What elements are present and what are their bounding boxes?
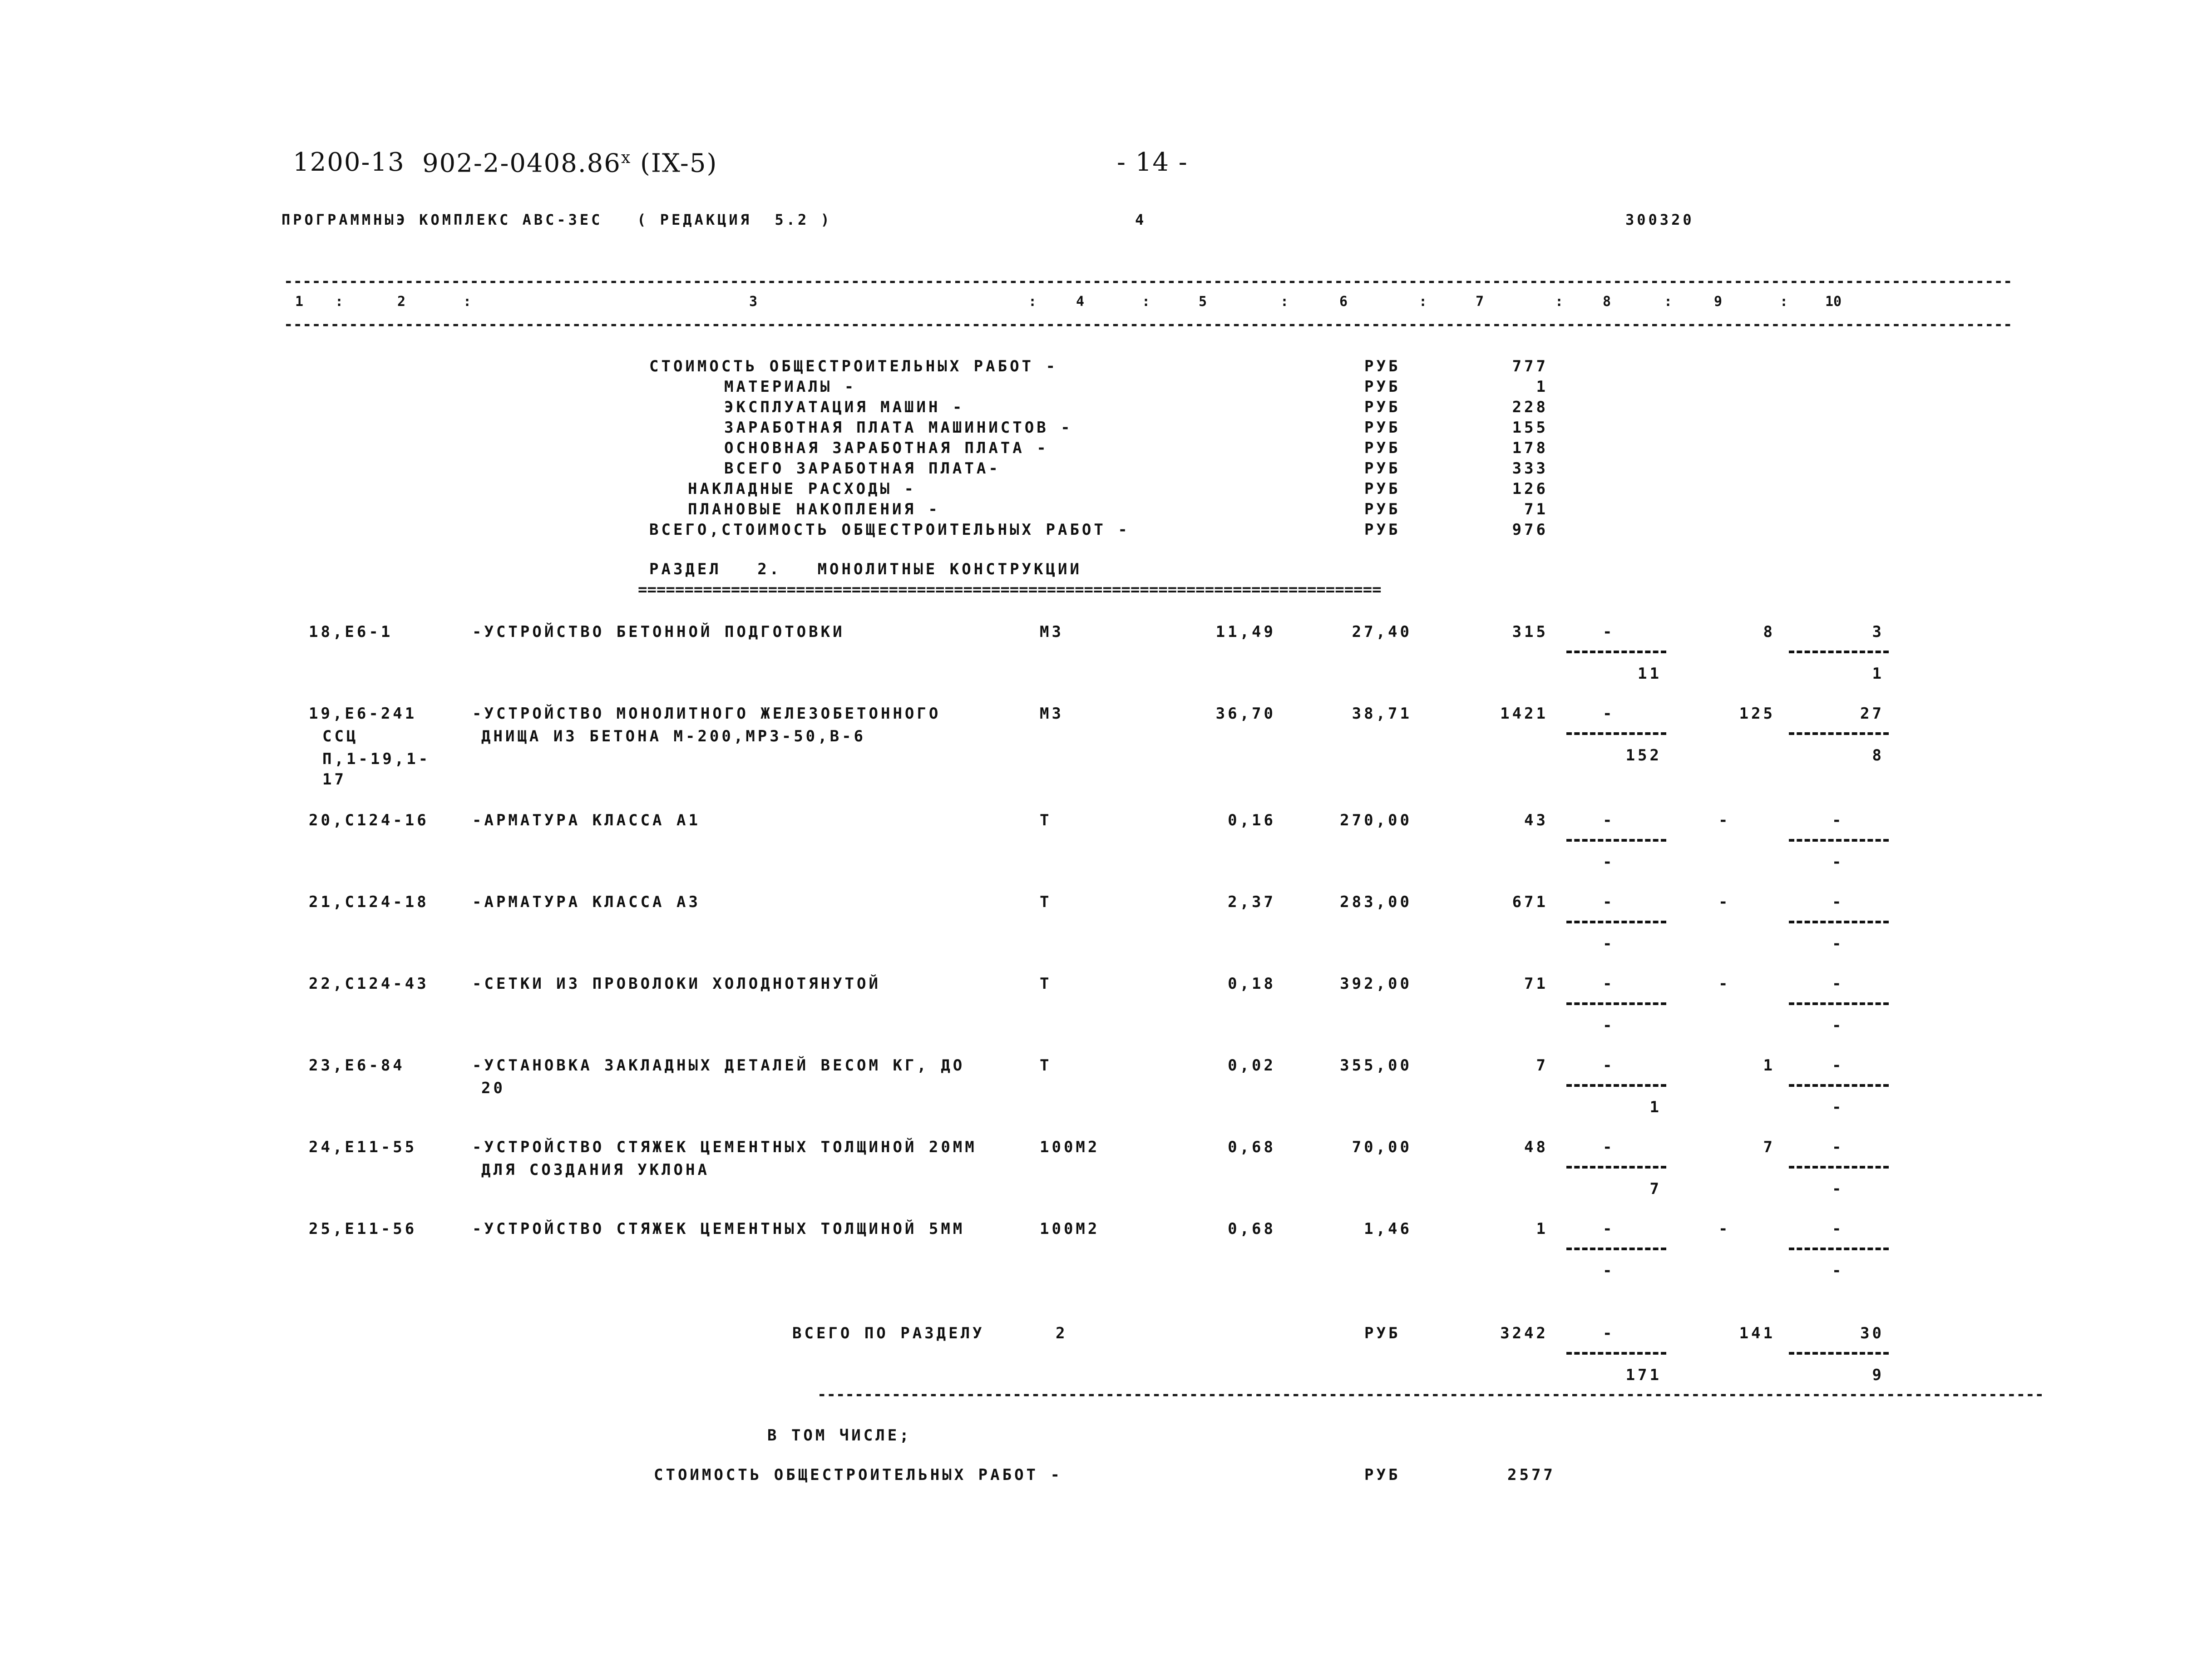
col10-bottom: - [1832,1098,1844,1116]
item-total: 1 [1536,1220,1548,1238]
column-number: 9 [1714,294,1723,310]
col8-fraction-line [1566,839,1666,842]
summary-label: ОСНОВНАЯ ЗАРАБОТНАЯ ПЛАТА - [724,439,1049,457]
col8-bottom: - [1603,853,1615,871]
col10-fraction-line [1789,1248,1889,1250]
col8-bottom: - [1603,935,1615,953]
section-total-value: 3242 [1500,1324,1548,1342]
item-price: 283,00 [1340,893,1412,911]
item-code: ССЦ [322,727,359,745]
summary-value: 155 [1512,419,1548,437]
col10-top: - [1832,1138,1844,1156]
col8-top: - [1603,975,1615,993]
item-quantity: 0,16 [1228,811,1276,829]
summary-unit: РУБ [1364,500,1401,518]
column-separator: : [1780,294,1788,310]
item-quantity: 0,02 [1228,1056,1276,1075]
column-number: 1 [295,294,304,310]
program-line: ПРОГРАММНЫЭ КОМПЛЕКС АВС-ЗЕС ( РЕДАКЦИЯ 5.2 ) [281,211,832,228]
col10-bottom: - [1832,1262,1844,1280]
summary-unit: РУБ [1364,357,1401,375]
col8-bottom: 1 [1649,1098,1662,1116]
item-description: -УСТАНОВКА ЗАКЛАДНЫХ ДЕТАЛЕЙ ВЕСОМ КГ, ДО [472,1056,965,1075]
summary-label: ЭКСПЛУАТАЦИЯ МАШИН - [724,398,965,416]
col10-bottom: - [1832,1180,1844,1198]
summary-value: 178 [1512,439,1548,457]
item-code: 23,Е6-84 [309,1056,405,1075]
col8-bottom: - [1603,1262,1615,1280]
table-header-rule: ------------------------------------------------------------------------------------------------------------------------------------------------------------------------------------------ [284,316,2013,334]
col10-fraction-line [1789,1352,1889,1355]
summary-value: 1 [1536,378,1548,396]
col8-top: - [1603,1324,1615,1342]
column-separator: : [1555,294,1564,310]
item-quantity: 2,37 [1228,893,1276,911]
summary-label: ВСЕГО,СТОИМОСТЬ ОБЩЕСТРОИТЕЛЬНЫХ РАБОТ - [649,521,1130,539]
col10-bottom: - [1832,935,1844,953]
item-description: -УСТРОЙСТВО МОНОЛИТНОГО ЖЕЛЕЗОБЕТОННОГО [472,705,941,723]
item-description: -АРМАТУРА КЛАССА А1 [472,811,701,829]
col10-bottom: - [1832,1016,1844,1035]
item-price: 38,71 [1352,705,1412,723]
item-code: 17 [322,770,346,789]
item-total: 315 [1512,623,1548,641]
column-separator: : [463,294,472,310]
summary-unit: РУБ [1364,419,1401,437]
col10-bottom: 9 [1872,1366,1884,1384]
col8-top: - [1603,1220,1615,1238]
summary-label: МАТЕРИАЛЫ - [724,378,857,396]
column-number: 10 [1825,294,1842,310]
project-code: 902-2-0408.86$^x$ (IX-5) [422,148,718,178]
col10-bottom: 8 [1872,746,1884,764]
col9-value: - [1718,1220,1731,1238]
col9-value: 8 [1763,623,1775,641]
col8-bottom: 7 [1649,1180,1662,1198]
item-code: 24,Е11-55 [309,1138,417,1156]
column-number: 8 [1603,294,1611,310]
page-number: - 14 - [1117,148,1188,177]
item-code: 22,С124-43 [309,975,429,993]
item-total: 1421 [1500,705,1548,723]
column-number: 3 [749,294,758,310]
col8-fraction-line [1566,1352,1666,1355]
col10-fraction-line [1789,732,1889,735]
section-total-label: ВСЕГО ПО РАЗДЕЛУ [792,1324,985,1342]
column-separator: : [335,294,344,310]
section-title: РАЗДЕЛ 2. МОНОЛИТНЫЕ КОНСТРУКЦИИ [649,560,1082,578]
col8-fraction-line [1566,1084,1666,1087]
col9-value: 7 [1763,1138,1775,1156]
col10-top: - [1832,811,1844,829]
summary-value: 126 [1512,480,1548,498]
section-total-rule: ------------------------------------------------------------------------------------------------------------------------------------ [817,1386,2044,1404]
item-unit: Т [1040,1056,1052,1075]
program-code: 300320 [1625,211,1694,228]
item-description: 20 [481,1079,505,1097]
summary-unit: РУБ [1364,378,1401,396]
section-total-number: 2 [1056,1324,1068,1342]
item-unit: 100М2 [1040,1138,1100,1156]
item-quantity: 11,49 [1215,623,1276,641]
item-total: 48 [1524,1138,1548,1156]
col9-value: - [1718,811,1731,829]
col9-value: - [1718,975,1731,993]
col8-top: - [1603,705,1615,723]
summary-value: 71 [1524,500,1548,518]
item-code: 19,Е6-241 [309,705,417,723]
col8-fraction-line [1566,1248,1666,1250]
col10-top: 3 [1872,623,1884,641]
item-quantity: 36,70 [1215,705,1276,723]
item-quantity: 0,68 [1228,1138,1276,1156]
item-price: 70,00 [1352,1138,1412,1156]
item-price: 392,00 [1340,975,1412,993]
column-number: 6 [1339,294,1348,310]
summary-label: НАКЛАДНЫЕ РАСХОДЫ - [688,480,916,498]
col10-top: - [1832,893,1844,911]
summary-label: ЗАРАБОТНАЯ ПЛАТА МАШИНИСТОВ - [724,419,1073,437]
summary-unit: РУБ [1364,398,1401,416]
summary-value: 333 [1512,459,1548,478]
item-code: 20,С124-16 [309,811,429,829]
item-price: 1,46 [1364,1220,1412,1238]
item-unit: Т [1040,811,1052,829]
item-description: ДЛЯ СОЗДАНИЯ УКЛОНА [481,1161,710,1179]
col10-fraction-line [1789,921,1889,923]
column-separator: : [1419,294,1427,310]
item-price: 270,00 [1340,811,1412,829]
col9-value: 141 [1739,1324,1775,1342]
item-description: -СЕТКИ ИЗ ПРОВОЛОКИ ХОЛОДНОТЯНУТОЙ [472,975,881,993]
col9-value: 1 [1763,1056,1775,1075]
section-total-unit: РУБ [1364,1324,1401,1342]
including-row-unit: РУБ [1364,1466,1401,1484]
col10-fraction-line [1789,839,1889,842]
col8-fraction-line [1566,1002,1666,1005]
col8-top: - [1603,623,1615,641]
column-number: 2 [397,294,406,310]
column-separator: : [1142,294,1150,310]
col8-fraction-line [1566,921,1666,923]
summary-value: 228 [1512,398,1548,416]
item-unit: М3 [1040,705,1064,723]
col9-value: 125 [1739,705,1775,723]
item-price: 27,40 [1352,623,1412,641]
including-row-label: СТОИМОСТЬ ОБЩЕСТРОИТЕЛЬНЫХ РАБОТ - [654,1466,1062,1484]
col10-top: 27 [1860,705,1884,723]
col10-fraction-line [1789,651,1889,653]
table-top-rule: ------------------------------------------------------------------------------------------------------------------------------------------------------------------------------------------ [284,272,2013,291]
column-separator: : [1280,294,1289,310]
section-title-underline: ================================================================================ [638,581,1382,599]
item-unit: Т [1040,893,1052,911]
item-description: -УСТРОЙСТВО БЕТОННОЙ ПОДГОТОВКИ [472,623,845,641]
item-description: -УСТРОЙСТВО СТЯЖЕК ЦЕМЕНТНЫХ ТОЛЩИНОЙ 5ММ [472,1220,965,1238]
col10-bottom: 1 [1872,665,1884,683]
item-total: 7 [1536,1056,1548,1075]
col10-fraction-line [1789,1002,1889,1005]
item-total: 43 [1524,811,1548,829]
summary-label: СТОИМОСТЬ ОБЩЕСТРОИТЕЛЬНЫХ РАБОТ - [649,357,1058,375]
col10-fraction-line [1789,1084,1889,1087]
item-description: ДНИЩА ИЗ БЕТОНА М-200,МРЗ-50,В-6 [481,727,866,745]
col8-bottom: 171 [1625,1366,1662,1384]
col8-top: - [1603,893,1615,911]
col8-fraction-line [1566,732,1666,735]
col10-top: - [1832,975,1844,993]
column-number: 4 [1076,294,1085,310]
item-unit: М3 [1040,623,1064,641]
column-number: 5 [1199,294,1207,310]
item-code: 18,Е6-1 [309,623,393,641]
col8-bottom: - [1603,1016,1615,1035]
summary-label: ПЛАНОВЫЕ НАКОПЛЕНИЯ - [688,500,940,518]
item-unit: 100М2 [1040,1220,1100,1238]
item-quantity: 0,18 [1228,975,1276,993]
column-separator: : [1664,294,1673,310]
column-number: 7 [1476,294,1484,310]
col10-bottom: - [1832,853,1844,871]
item-description: -АРМАТУРА КЛАССА А3 [472,893,701,911]
item-code: 21,С124-18 [309,893,429,911]
item-quantity: 0,68 [1228,1220,1276,1238]
doc-code: 1200-13 [293,148,405,177]
summary-unit: РУБ [1364,439,1401,457]
summary-label: ВСЕГО ЗАРАБОТНАЯ ПЛАТА- [724,459,1001,478]
col8-fraction-line [1566,1166,1666,1169]
col10-fraction-line [1789,1166,1889,1169]
col8-bottom: 152 [1625,746,1662,764]
col10-top: 30 [1860,1324,1884,1342]
col10-top: - [1832,1056,1844,1075]
summary-value: 777 [1512,357,1548,375]
item-code: П,1-19,1- [322,750,431,768]
item-unit: Т [1040,975,1052,993]
item-price: 355,00 [1340,1056,1412,1075]
summary-value: 976 [1512,521,1548,539]
including-row-value: 2577 [1507,1466,1555,1484]
col8-fraction-line [1566,651,1666,653]
summary-unit: РУБ [1364,480,1401,498]
col9-value: - [1718,893,1731,911]
sheet-number: 4 [1135,211,1147,228]
col8-top: - [1603,811,1615,829]
column-separator: : [1028,294,1037,310]
including-label: В ТОМ ЧИСЛЕ; [767,1426,912,1445]
item-total: 671 [1512,893,1548,911]
item-description: -УСТРОЙСТВО СТЯЖЕК ЦЕМЕНТНЫХ ТОЛЩИНОЙ 20ММ [472,1138,977,1156]
col10-top: - [1832,1220,1844,1238]
col8-top: - [1603,1056,1615,1075]
summary-unit: РУБ [1364,521,1401,539]
item-code: 25,Е11-56 [309,1220,417,1238]
item-total: 71 [1524,975,1548,993]
summary-unit: РУБ [1364,459,1401,478]
col8-top: - [1603,1138,1615,1156]
col8-bottom: 11 [1638,665,1662,683]
